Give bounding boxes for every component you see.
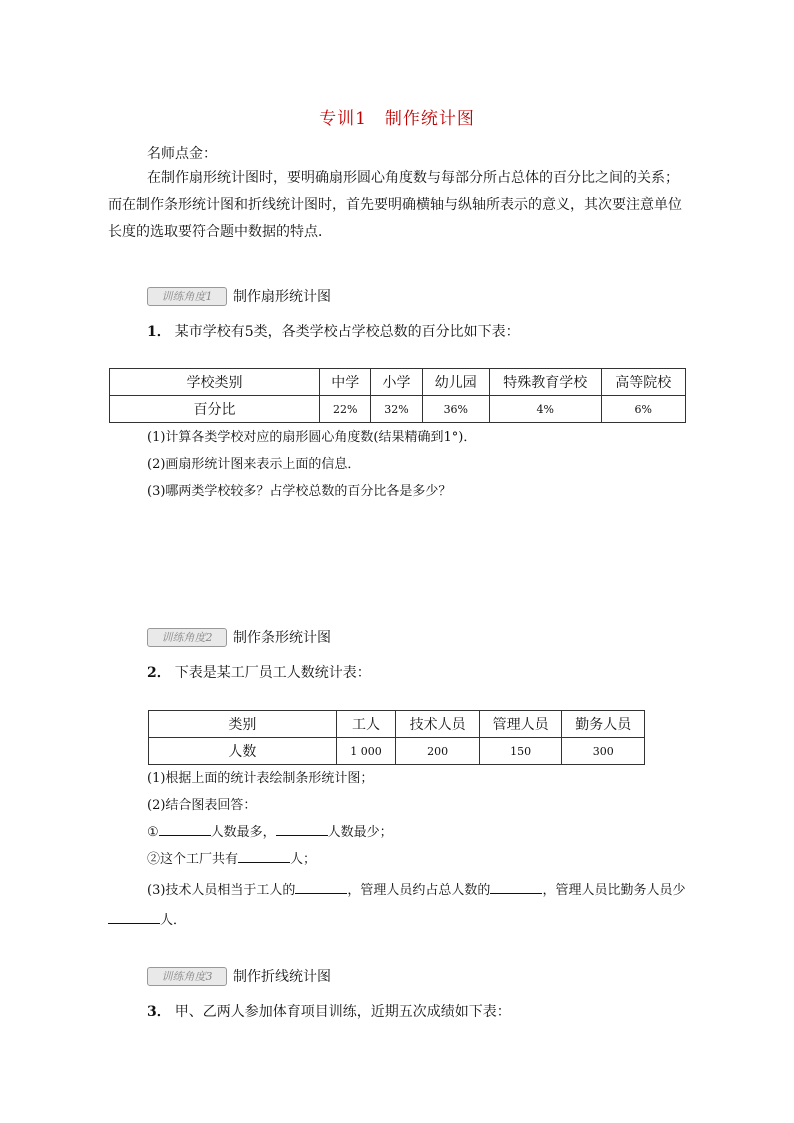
- question-1-sub-1: (1)计算各类学校对应的扇形圆心角度数(结果精确到1°)．: [147, 430, 477, 445]
- table-cell: 6%: [601, 396, 685, 423]
- table-header-cell: 学校类别: [110, 369, 320, 396]
- question-2-sub-2b: [147, 847, 316, 873]
- question-3-number: 3．: [147, 1004, 171, 1020]
- table-header-cell: 高等院校: [601, 369, 685, 396]
- table-cell: 150: [479, 738, 562, 765]
- table-header-cell: 勤务人员: [562, 711, 645, 738]
- question-2: [147, 662, 371, 682]
- table-cell: 4%: [489, 396, 601, 423]
- table-cell: 36%: [422, 396, 489, 423]
- question-3-text: 甲、乙两人参加体育项目训练，近期五次成绩如下表：: [174, 1004, 511, 1020]
- table-header-cell: 管理人员: [479, 711, 562, 738]
- question-2-number: 2．: [147, 665, 171, 681]
- question-1: [147, 321, 520, 341]
- section-1-header: [147, 286, 331, 306]
- answer-blank[interactable]: [108, 909, 160, 924]
- table-row: [149, 738, 645, 765]
- sub-2a-middle: 人数最多，: [210, 825, 276, 840]
- sub-2a-suffix: 人数最少；: [327, 825, 393, 840]
- answer-blank[interactable]: [295, 879, 347, 894]
- section-1-label: 制作扇形统计图: [233, 289, 331, 305]
- table-row: [149, 711, 645, 738]
- sub-2b-suffix: 人；: [290, 852, 317, 867]
- table-header-cell: 幼儿园: [422, 369, 489, 396]
- section-3-header: [147, 966, 331, 986]
- table-cell: 300: [562, 738, 645, 765]
- table-header-cell: 类别: [149, 711, 337, 738]
- tips-body: 在制作扇形统计图时，要明确扇形圆心角度数与每部分所占总体的百分比之间的关系；而在制作条形统计图和折线统计图时，首先要明确横轴与纵轴所表示的意义，其次要注意单位长度的选取要符合题中数据的特点．: [108, 170, 682, 240]
- table-header-cell: 中学: [320, 369, 371, 396]
- section-3-label: 制作折线统计图: [233, 969, 331, 985]
- answer-blank[interactable]: [490, 879, 542, 894]
- answer-blank[interactable]: [276, 821, 328, 836]
- sub-3-middle-2: ，管理人员比勤务人员少: [542, 883, 686, 898]
- section-3-badge: 训练角度3: [147, 967, 227, 986]
- answer-blank[interactable]: [159, 821, 211, 836]
- table-cell: 百分比: [110, 396, 320, 423]
- question-1-text: 某市学校有5类，各类学校占学校总数的百分比如下表：: [174, 324, 520, 340]
- answer-blank[interactable]: [238, 848, 290, 863]
- section-2-header: [147, 627, 331, 647]
- question-1-sub-3: (3)哪两类学校较多？占学校总数的百分比各是多少？: [147, 484, 452, 499]
- question-2-text: 下表是某工厂员工人数统计表：: [174, 665, 371, 681]
- table-cell: 人数: [149, 738, 337, 765]
- table-cell: 32%: [371, 396, 422, 423]
- question-3: [147, 1001, 511, 1021]
- question-2-sub-2a: [147, 820, 393, 846]
- question-1-number: 1．: [147, 324, 171, 340]
- question-2-sub-1: (1)根据上面的统计表绘制条形统计图；: [147, 771, 374, 786]
- table-cell: 22%: [320, 396, 371, 423]
- question-1-sub-2: (2)画扇形统计图来表示上面的信息．: [147, 457, 361, 472]
- table-row: [110, 396, 686, 423]
- sub-3-middle-1: ，管理人员约占总人数的: [347, 883, 491, 898]
- table-header-cell: 特殊教育学校: [489, 369, 601, 396]
- question-2-sub-2: (2)结合图表回答：: [147, 798, 257, 813]
- section-1-badge: 训练角度1: [147, 287, 227, 306]
- tips-heading: 名师点金：: [147, 146, 217, 162]
- sub-3-prefix: (3)技术人员相当于工人的: [147, 883, 296, 898]
- sub-3-suffix: 人．: [160, 913, 187, 928]
- sub-2a-prefix: ①: [147, 825, 159, 840]
- table-row: [110, 369, 686, 396]
- section-2-badge: 训练角度2: [147, 628, 227, 647]
- section-2-label: 制作条形统计图: [233, 630, 331, 646]
- page-title: 专训1 制作统计图: [319, 109, 475, 129]
- table-cell: 200: [396, 738, 480, 765]
- employee-count-table: [148, 710, 645, 765]
- question-2-sub-3: [108, 876, 688, 936]
- table-header-cell: 技术人员: [396, 711, 480, 738]
- table-cell: 1 000: [336, 738, 396, 765]
- table-header-cell: 工人: [336, 711, 396, 738]
- school-percentage-table: [109, 368, 686, 423]
- table-header-cell: 小学: [371, 369, 422, 396]
- sub-2b-prefix: ②这个工厂共有: [147, 852, 239, 867]
